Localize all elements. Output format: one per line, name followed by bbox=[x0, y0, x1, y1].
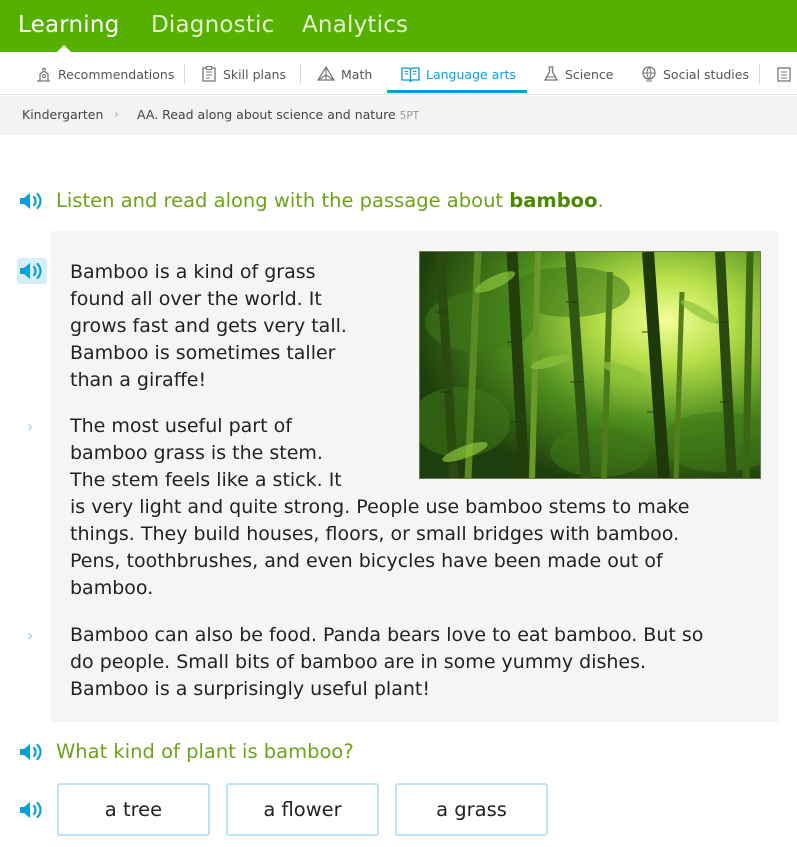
chevron-right-icon[interactable]: › bbox=[27, 626, 34, 645]
recommendations-icon bbox=[34, 65, 53, 83]
passage-line: The most useful part of bbox=[70, 415, 292, 437]
passage-line: Pens, toothbrushes, and even bicycles have been made out of bbox=[70, 550, 663, 572]
subnav-item-math[interactable] bbox=[316, 64, 372, 84]
answer-choice-flower[interactable]: a flower bbox=[226, 783, 379, 836]
paragraph-2 bbox=[70, 413, 689, 602]
active-subject-underline bbox=[387, 90, 527, 93]
breadcrumb-skill bbox=[137, 107, 419, 122]
passage-line: Bamboo is a surprisingly useful plant! bbox=[70, 678, 430, 700]
passage-line: Bamboo is sometimes taller bbox=[70, 342, 336, 364]
passage-line: is very light and quite strong. People use bamboo stems to make bbox=[70, 496, 690, 518]
paragraph-3 bbox=[70, 622, 703, 703]
tab-learning[interactable]: Learning bbox=[18, 12, 120, 38]
subnav-label: Skill plans bbox=[223, 66, 287, 82]
breadcrumb-skill-title: AA. Read along about science and nature bbox=[137, 107, 396, 122]
question-text: What kind of plant is bamboo? bbox=[56, 740, 354, 763]
social-studies-icon bbox=[640, 65, 658, 83]
subnav-label: Social studies bbox=[663, 66, 749, 82]
language-arts-icon bbox=[400, 65, 421, 83]
question-speaker-icon[interactable] bbox=[17, 739, 47, 765]
passage-line: bamboo grass is the stem. bbox=[70, 442, 323, 464]
paragraph-1 bbox=[70, 259, 347, 394]
choices-speaker-icon[interactable] bbox=[17, 797, 47, 823]
passage-line: things. They build houses, floors, or small bridges with bamboo. bbox=[70, 523, 680, 545]
breadcrumb-grade[interactable]: Kindergarten bbox=[22, 107, 104, 122]
subnav-label: Science bbox=[565, 66, 614, 82]
science-icon bbox=[542, 65, 560, 83]
subnav-item-recommendations[interactable] bbox=[34, 64, 174, 84]
tab-analytics[interactable]: Analytics bbox=[302, 12, 409, 38]
top-nav bbox=[0, 0, 797, 52]
subnav-item-skill-plans[interactable] bbox=[200, 64, 286, 84]
passage-line: do people. Small bits of bamboo are in some yummy dishes. bbox=[70, 651, 647, 673]
divider bbox=[759, 64, 760, 84]
passage-line: than a giraffe! bbox=[70, 369, 207, 391]
active-tab-caret bbox=[57, 45, 71, 52]
divider bbox=[184, 64, 185, 84]
clipboard-icon bbox=[775, 65, 793, 83]
subject-nav bbox=[0, 52, 797, 95]
instruction-text bbox=[56, 189, 604, 212]
subnav-item-language-arts[interactable] bbox=[400, 64, 516, 84]
instruction-prefix: Listen and read along with the passage about bbox=[56, 189, 510, 212]
passage-speaker-icon[interactable] bbox=[17, 258, 47, 284]
passage-line: grows fast and gets very tall. bbox=[70, 315, 347, 337]
passage-line: bamboo. bbox=[70, 577, 154, 599]
breadcrumb-points: 5PT bbox=[399, 110, 420, 122]
answer-choice-tree[interactable]: a tree bbox=[57, 783, 210, 836]
chevron-right-icon[interactable]: › bbox=[27, 417, 34, 436]
passage-line: Bamboo is a kind of grass bbox=[70, 261, 316, 283]
passage-line: The stem feels like a stick. It bbox=[70, 469, 342, 491]
subnav-item-more[interactable] bbox=[775, 64, 797, 84]
instruction-topic: bamboo bbox=[509, 189, 598, 212]
subnav-item-science[interactable] bbox=[542, 64, 613, 84]
answer-choice-grass[interactable]: a grass bbox=[395, 783, 548, 836]
subnav-label: Recommendations bbox=[58, 66, 175, 82]
subnav-label: Language arts bbox=[426, 66, 516, 82]
speaker-icon[interactable] bbox=[17, 188, 47, 214]
subnav-item-social-studies[interactable] bbox=[640, 64, 749, 84]
passage-line: found all over the world. It bbox=[70, 288, 322, 310]
passage-line: Bamboo can also be food. Panda bears love to eat bamboo. But so bbox=[70, 624, 704, 646]
tab-diagnostic[interactable]: Diagnostic bbox=[151, 12, 275, 38]
divider bbox=[300, 64, 301, 84]
subnav-label: Math bbox=[341, 66, 373, 82]
instruction-suffix: . bbox=[597, 189, 604, 212]
breadcrumb bbox=[0, 96, 797, 135]
skill-plans-icon bbox=[200, 65, 218, 83]
reading-passage bbox=[51, 231, 779, 722]
chevron-right-icon: › bbox=[114, 107, 119, 121]
math-icon bbox=[316, 65, 336, 83]
